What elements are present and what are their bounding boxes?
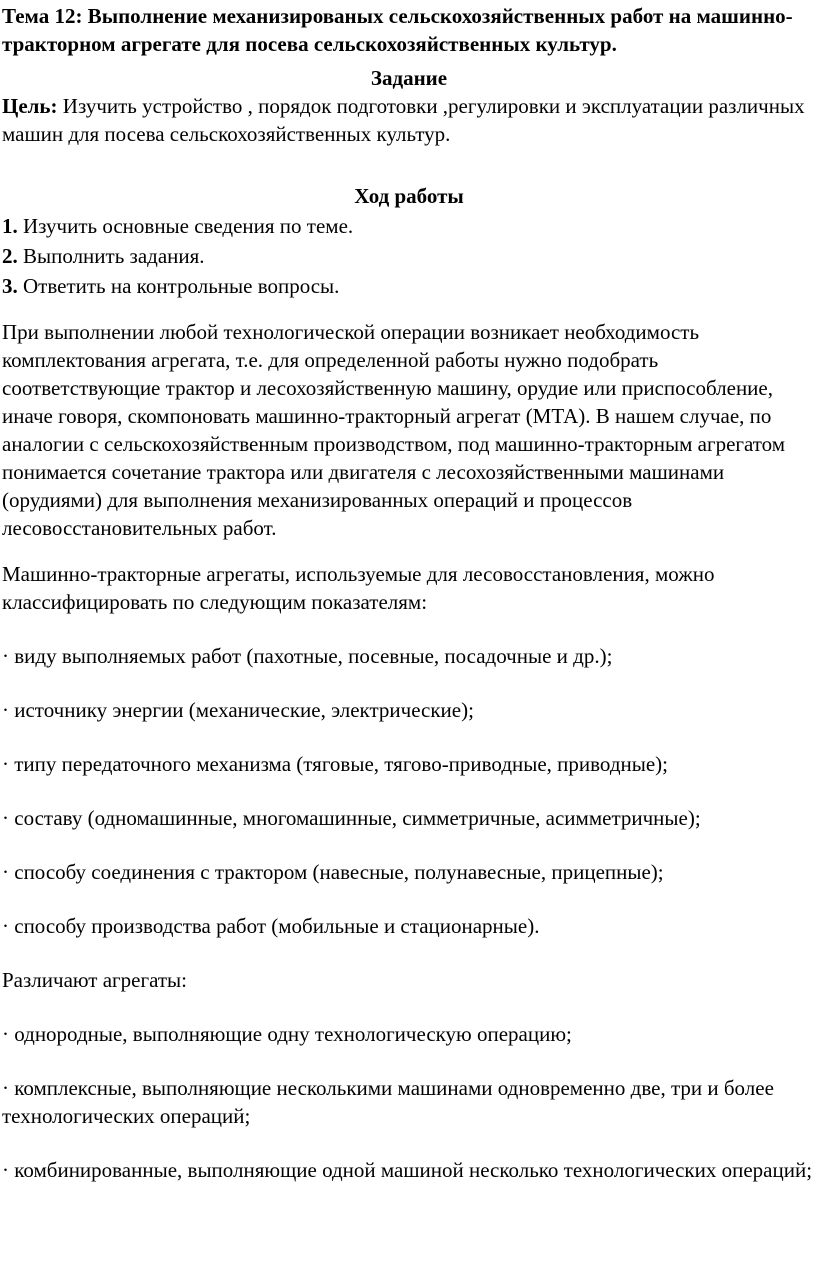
classify-item: · типу передаточного механизма (тяговые, тягово-приводные, приводные); [2,752,669,776]
distinguish-label: Различают агрегаты: [2,968,188,992]
classify-item: · источнику энергии (механические, электрические); [2,698,474,722]
steps-list [2,212,816,300]
step-text: Выполнить задания. [17,244,205,268]
step-number: 1. [2,214,18,238]
classify-item: · способу соединения с трактором (навесные, полунавесные, прицепные); [2,860,664,884]
step-text: Ответить на контрольные вопросы. [17,274,340,298]
goal-label: Цель: [2,94,58,118]
step-number: 2. [2,244,18,268]
document-title: Тема 12: Выполнение механизированых сельскохозяйственных работ на машинно-тракторном агрегате для посева сельскохозяйственных культур. [2,4,793,56]
classify-paragraph: Машинно-тракторные агрегаты, используемые для лесовосстановления, можно классифицировать по следующим показателям: [2,562,715,614]
intro-paragraph: При выполнении любой технологической операции возникает необходимость комплектования агрегата, т.е. для определенной работы нужно подобрать соответствующие трактор и лесохозяйственную машину, орудие или приспособление, иначе говоря, скомпоновать машинно-тракторный агрегат (МТА). В нашем случае, по аналогии с сельскохозяйственным производством, под машинно-тракторным агрегатом понимается сочетание трактора или двигателя с лесохозяйственными машинами (орудиями) для выполнения механизированных операций и процессов лесовосстановительных работ. [2,320,786,540]
classify-item: · способу производства работ (мобильные и стационарные). [2,914,540,938]
classify-item: · составу (одномашинные, многомашинные, симметричные, асимметричные); [2,806,701,830]
step-item [2,212,816,240]
distinguish-item: · комплексные, выполняющие несколькими машинами одновременно две, три и более технологических операций; [2,1076,774,1128]
task-heading: Задание [370,66,448,90]
step-text: Изучить основные сведения по теме. [17,214,354,238]
step-item [2,272,816,300]
step-item [2,242,816,270]
distinguish-item: · комбинированные, выполняющие одной машиной несколько технологических операций; [2,1158,813,1182]
work-heading: Ход работы [354,184,464,208]
distinguish-item: · однородные, выполняющие одну технологическую операцию; [2,1022,572,1046]
step-number: 3. [2,274,18,298]
goal-text: Изучить устройство , порядок подготовки ,регулировки и эксплуатации различных машин для посева сельскохозяйственных культур. [2,94,805,146]
classify-item: · виду выполняемых работ (пахотные, посевные, посадочные и др.); [2,644,613,668]
goal-paragraph [2,92,816,148]
